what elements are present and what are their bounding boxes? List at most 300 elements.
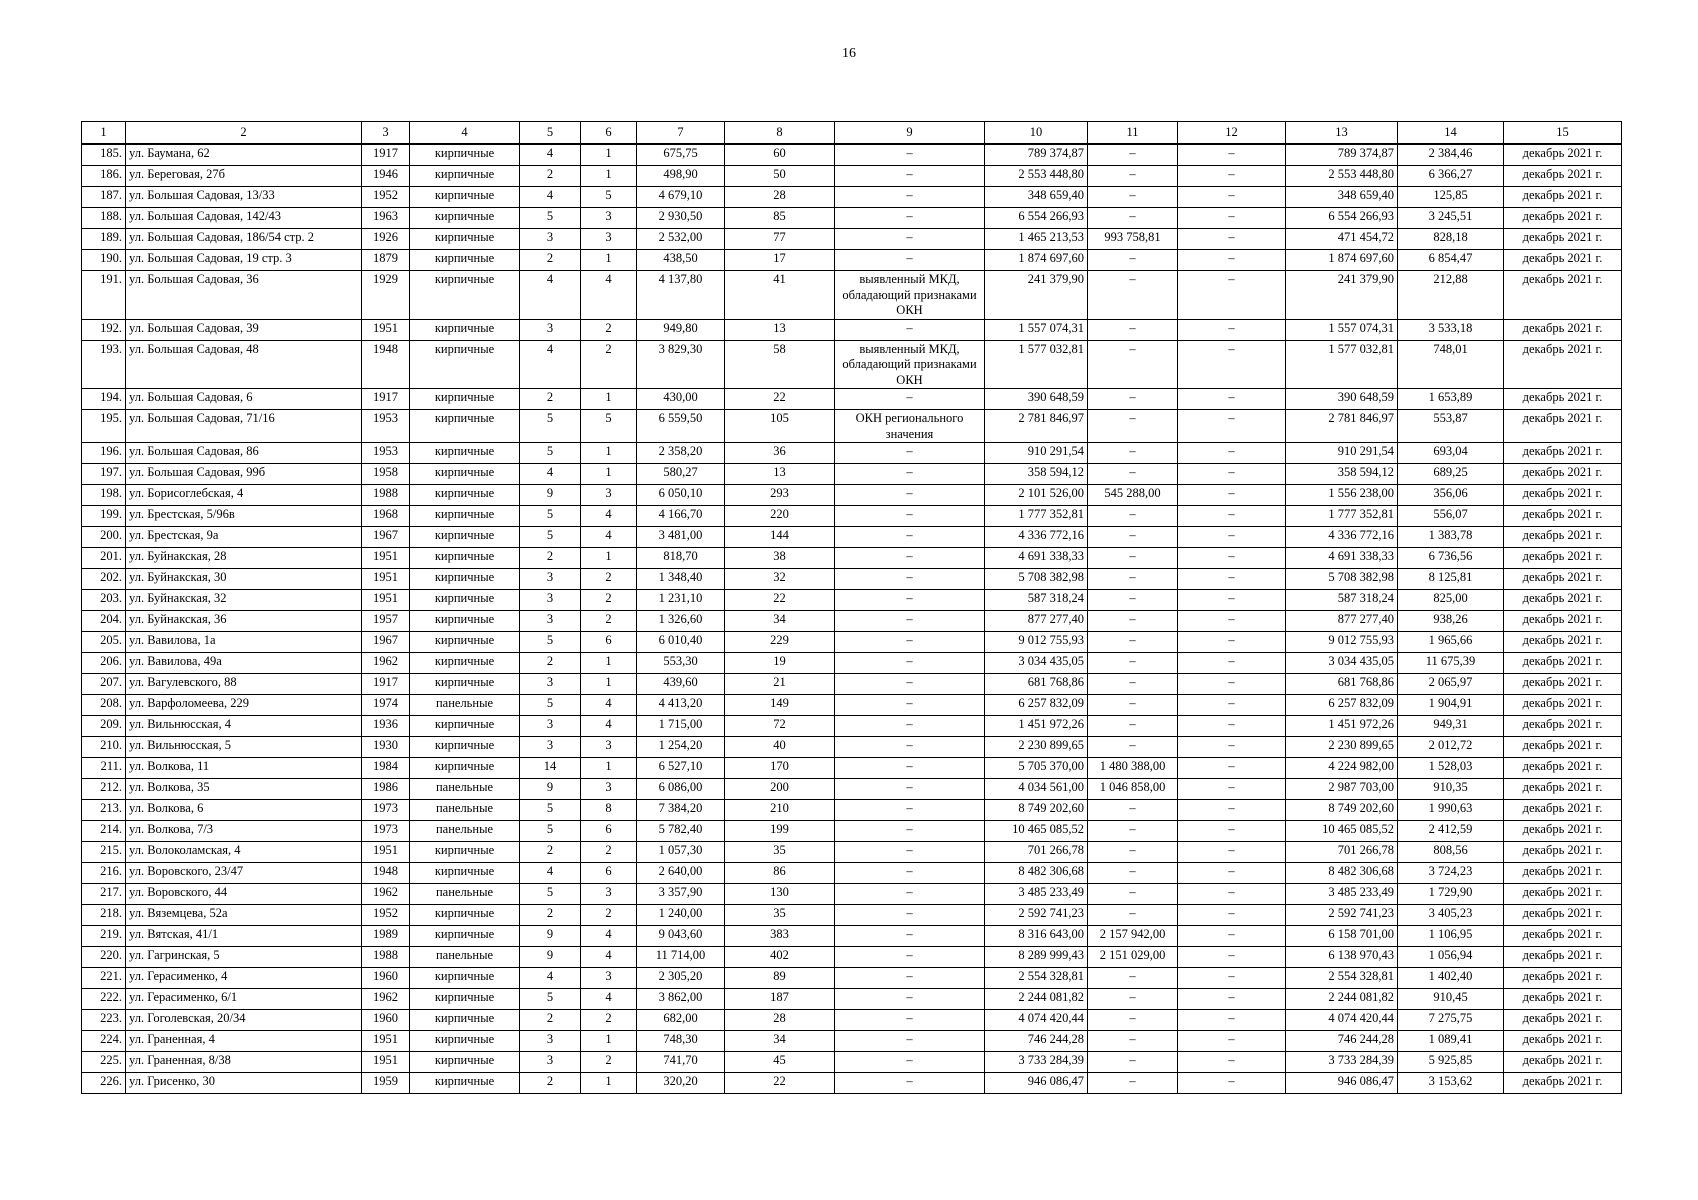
cell-floors: 4 — [520, 968, 581, 989]
cell-row-number: 221. — [82, 968, 126, 989]
cell-wall-material: кирпичные — [410, 250, 520, 271]
cell-total-cost: 2 592 741,23 — [985, 905, 1088, 926]
cell-floors: 9 — [520, 485, 581, 506]
cell-floors: 3 — [520, 716, 581, 737]
cell-deadline: декабрь 2021 г. — [1504, 737, 1622, 758]
cell-row-number: 222. — [82, 989, 126, 1010]
cell-entrances: 3 — [581, 229, 637, 250]
cell-row-number: 210. — [82, 737, 126, 758]
cell-cost-per-sqm: 748,01 — [1398, 340, 1504, 389]
cell-floors: 5 — [520, 695, 581, 716]
table-row — [82, 506, 1622, 527]
cell-total-area: 4 413,20 — [637, 695, 725, 716]
cell-heritage-status: – — [835, 590, 985, 611]
cell-address: ул. Герасименко, 6/1 — [126, 989, 362, 1010]
cell-residents: 22 — [725, 590, 835, 611]
cell-deadline: декабрь 2021 г. — [1504, 250, 1622, 271]
cell-total-cost: 2 230 899,65 — [985, 737, 1088, 758]
cell-fund-cost: – — [1088, 548, 1178, 569]
table-row — [82, 250, 1622, 271]
cell-other-cost: – — [1178, 737, 1286, 758]
column-header-8: 8 — [725, 122, 835, 145]
cell-address: ул. Вяземцева, 52а — [126, 905, 362, 926]
cell-year-built: 1986 — [362, 779, 410, 800]
table-row — [82, 340, 1622, 389]
cell-address: ул. Гоголевская, 20/34 — [126, 1010, 362, 1031]
cell-wall-material: кирпичные — [410, 863, 520, 884]
cell-other-cost: – — [1178, 800, 1286, 821]
cell-floors: 5 — [520, 208, 581, 229]
cell-fund-cost: – — [1088, 821, 1178, 842]
cell-heritage-status: – — [835, 926, 985, 947]
cell-residents: 89 — [725, 968, 835, 989]
cell-floors: 2 — [520, 1010, 581, 1031]
cell-year-built: 1988 — [362, 947, 410, 968]
cell-fund-cost: – — [1088, 842, 1178, 863]
cell-address: ул. Граненная, 4 — [126, 1031, 362, 1052]
table-row — [82, 695, 1622, 716]
cell-year-built: 1930 — [362, 737, 410, 758]
cell-residents: 187 — [725, 989, 835, 1010]
cell-deadline: декабрь 2021 г. — [1504, 1052, 1622, 1073]
table-row — [82, 884, 1622, 905]
cell-deadline: декабрь 2021 г. — [1504, 926, 1622, 947]
cell-heritage-status: – — [835, 716, 985, 737]
table-row — [82, 611, 1622, 632]
cell-total-area: 748,30 — [637, 1031, 725, 1052]
cell-owner-cost: 4 224 982,00 — [1286, 758, 1398, 779]
cell-row-number: 219. — [82, 926, 126, 947]
cell-address: ул. Гагринская, 5 — [126, 947, 362, 968]
cell-row-number: 218. — [82, 905, 126, 926]
table-row — [82, 758, 1622, 779]
cell-residents: 22 — [725, 1073, 835, 1094]
cell-year-built: 1936 — [362, 716, 410, 737]
cell-deadline: декабрь 2021 г. — [1504, 443, 1622, 464]
cell-entrances: 4 — [581, 695, 637, 716]
cell-fund-cost: – — [1088, 271, 1178, 320]
cell-heritage-status: – — [835, 800, 985, 821]
cell-address: ул. Большая Садовая, 13/33 — [126, 187, 362, 208]
cell-total-cost: 8 289 999,43 — [985, 947, 1088, 968]
cell-cost-per-sqm: 2 412,59 — [1398, 821, 1504, 842]
cell-total-cost: 2 101 526,00 — [985, 485, 1088, 506]
cell-residents: 58 — [725, 340, 835, 389]
cell-deadline: декабрь 2021 г. — [1504, 968, 1622, 989]
cell-fund-cost: – — [1088, 464, 1178, 485]
table-header — [82, 122, 1622, 145]
cell-year-built: 1951 — [362, 1052, 410, 1073]
cell-heritage-status: выявленный МКД, обладающий признаками ОКН — [835, 271, 985, 320]
table-row — [82, 968, 1622, 989]
cell-wall-material: кирпичные — [410, 527, 520, 548]
cell-address: ул. Береговая, 27б — [126, 166, 362, 187]
cell-fund-cost: – — [1088, 1031, 1178, 1052]
cell-other-cost: – — [1178, 506, 1286, 527]
cell-cost-per-sqm: 5 925,85 — [1398, 1052, 1504, 1073]
cell-deadline: декабрь 2021 г. — [1504, 674, 1622, 695]
cell-year-built: 1968 — [362, 506, 410, 527]
cell-other-cost: – — [1178, 905, 1286, 926]
cell-address: ул. Большая Садовая, 6 — [126, 389, 362, 410]
cell-deadline: декабрь 2021 г. — [1504, 144, 1622, 166]
cell-heritage-status: – — [835, 632, 985, 653]
cell-fund-cost: – — [1088, 250, 1178, 271]
cell-owner-cost: 358 594,12 — [1286, 464, 1398, 485]
header-row — [82, 122, 1622, 145]
cell-cost-per-sqm: 8 125,81 — [1398, 569, 1504, 590]
cell-owner-cost: 6 138 970,43 — [1286, 947, 1398, 968]
cell-owner-cost: 4 691 338,33 — [1286, 548, 1398, 569]
cell-total-area: 1 240,00 — [637, 905, 725, 926]
table-row — [82, 1031, 1622, 1052]
cell-total-area: 3 829,30 — [637, 340, 725, 389]
cell-heritage-status: – — [835, 144, 985, 166]
cell-total-area: 498,90 — [637, 166, 725, 187]
cell-owner-cost: 2 244 081,82 — [1286, 989, 1398, 1010]
cell-wall-material: кирпичные — [410, 632, 520, 653]
cell-total-area: 4 166,70 — [637, 506, 725, 527]
cell-total-cost: 241 379,90 — [985, 271, 1088, 320]
column-header-1: 1 — [82, 122, 126, 145]
cell-year-built: 1929 — [362, 271, 410, 320]
cell-total-cost: 1 577 032,81 — [985, 340, 1088, 389]
cell-year-built: 1948 — [362, 340, 410, 389]
cell-total-area: 3 481,00 — [637, 527, 725, 548]
cell-address: ул. Вагулевского, 88 — [126, 674, 362, 695]
cell-residents: 130 — [725, 884, 835, 905]
cell-total-area: 7 384,20 — [637, 800, 725, 821]
cell-row-number: 189. — [82, 229, 126, 250]
cell-entrances: 8 — [581, 800, 637, 821]
cell-fund-cost: 993 758,81 — [1088, 229, 1178, 250]
cell-total-area: 553,30 — [637, 653, 725, 674]
cell-total-cost: 3 034 435,05 — [985, 653, 1088, 674]
cell-row-number: 191. — [82, 271, 126, 320]
cell-wall-material: кирпичные — [410, 144, 520, 166]
cell-other-cost: – — [1178, 250, 1286, 271]
cell-deadline: декабрь 2021 г. — [1504, 800, 1622, 821]
cell-other-cost: – — [1178, 1031, 1286, 1052]
cell-year-built: 1984 — [362, 758, 410, 779]
cell-residents: 229 — [725, 632, 835, 653]
cell-other-cost: – — [1178, 410, 1286, 443]
cell-owner-cost: 1 451 972,26 — [1286, 716, 1398, 737]
cell-entrances: 2 — [581, 1052, 637, 1073]
column-header-7: 7 — [637, 122, 725, 145]
cell-heritage-status: – — [835, 674, 985, 695]
cell-fund-cost: – — [1088, 884, 1178, 905]
table-row — [82, 464, 1622, 485]
cell-other-cost: – — [1178, 1073, 1286, 1094]
cell-address: ул. Волкова, 6 — [126, 800, 362, 821]
cell-wall-material: кирпичные — [410, 905, 520, 926]
cell-residents: 77 — [725, 229, 835, 250]
cell-residents: 41 — [725, 271, 835, 320]
table-row — [82, 485, 1622, 506]
cell-row-number: 201. — [82, 548, 126, 569]
cell-floors: 5 — [520, 800, 581, 821]
cell-wall-material: кирпичные — [410, 340, 520, 389]
cell-floors: 3 — [520, 611, 581, 632]
cell-cost-per-sqm: 3 405,23 — [1398, 905, 1504, 926]
column-header-15: 15 — [1504, 122, 1622, 145]
cell-fund-cost: – — [1088, 905, 1178, 926]
cell-residents: 28 — [725, 187, 835, 208]
cell-wall-material: кирпичные — [410, 968, 520, 989]
cell-owner-cost: 1 557 074,31 — [1286, 319, 1398, 340]
cell-total-cost: 10 465 085,52 — [985, 821, 1088, 842]
cell-address: ул. Волоколамская, 4 — [126, 842, 362, 863]
cell-deadline: декабрь 2021 г. — [1504, 527, 1622, 548]
cell-cost-per-sqm: 1 089,41 — [1398, 1031, 1504, 1052]
cell-total-area: 439,60 — [637, 674, 725, 695]
cell-heritage-status: – — [835, 653, 985, 674]
cell-entrances: 3 — [581, 968, 637, 989]
cell-entrances: 5 — [581, 187, 637, 208]
cell-total-cost: 6 554 266,93 — [985, 208, 1088, 229]
cell-deadline: декабрь 2021 г. — [1504, 695, 1622, 716]
cell-year-built: 1951 — [362, 842, 410, 863]
cell-total-cost: 746 244,28 — [985, 1031, 1088, 1052]
cell-deadline: декабрь 2021 г. — [1504, 166, 1622, 187]
cell-total-cost: 2 781 846,97 — [985, 410, 1088, 443]
cell-entrances: 1 — [581, 1073, 637, 1094]
table-row — [82, 410, 1622, 443]
cell-floors: 4 — [520, 144, 581, 166]
cell-deadline: декабрь 2021 г. — [1504, 653, 1622, 674]
cell-total-area: 2 305,20 — [637, 968, 725, 989]
cell-owner-cost: 2 553 448,80 — [1286, 166, 1398, 187]
cell-entrances: 2 — [581, 319, 637, 340]
cell-wall-material: кирпичные — [410, 674, 520, 695]
cell-heritage-status: – — [835, 527, 985, 548]
cell-fund-cost: – — [1088, 208, 1178, 229]
cell-other-cost: – — [1178, 389, 1286, 410]
cell-wall-material: кирпичные — [410, 611, 520, 632]
cell-year-built: 1959 — [362, 1073, 410, 1094]
cell-residents: 402 — [725, 947, 835, 968]
cell-year-built: 1951 — [362, 1031, 410, 1052]
cell-other-cost: – — [1178, 590, 1286, 611]
cell-heritage-status: – — [835, 968, 985, 989]
cell-row-number: 188. — [82, 208, 126, 229]
cell-floors: 2 — [520, 389, 581, 410]
cell-address: ул. Вильнюсская, 5 — [126, 737, 362, 758]
cell-residents: 17 — [725, 250, 835, 271]
table-row — [82, 716, 1622, 737]
cell-other-cost: – — [1178, 527, 1286, 548]
cell-other-cost: – — [1178, 884, 1286, 905]
cell-total-area: 4 137,80 — [637, 271, 725, 320]
cell-entrances: 6 — [581, 863, 637, 884]
cell-wall-material: кирпичные — [410, 166, 520, 187]
cell-cost-per-sqm: 938,26 — [1398, 611, 1504, 632]
cell-row-number: 187. — [82, 187, 126, 208]
cell-year-built: 1953 — [362, 410, 410, 443]
cell-heritage-status: – — [835, 1052, 985, 1073]
column-header-14: 14 — [1398, 122, 1504, 145]
cell-residents: 199 — [725, 821, 835, 842]
cell-other-cost: – — [1178, 464, 1286, 485]
cell-floors: 5 — [520, 884, 581, 905]
cell-year-built: 1948 — [362, 863, 410, 884]
cell-other-cost: – — [1178, 947, 1286, 968]
cell-floors: 5 — [520, 527, 581, 548]
cell-other-cost: – — [1178, 443, 1286, 464]
cell-total-cost: 348 659,40 — [985, 187, 1088, 208]
cell-wall-material: кирпичные — [410, 464, 520, 485]
cell-heritage-status: – — [835, 863, 985, 884]
cell-row-number: 190. — [82, 250, 126, 271]
cell-other-cost: – — [1178, 716, 1286, 737]
cell-deadline: декабрь 2021 г. — [1504, 1031, 1622, 1052]
column-header-9: 9 — [835, 122, 985, 145]
cell-other-cost: – — [1178, 319, 1286, 340]
cell-total-cost: 877 277,40 — [985, 611, 1088, 632]
cell-wall-material: панельные — [410, 800, 520, 821]
cell-floors: 4 — [520, 340, 581, 389]
cell-year-built: 1926 — [362, 229, 410, 250]
cell-entrances: 3 — [581, 208, 637, 229]
cell-row-number: 186. — [82, 166, 126, 187]
cell-total-area: 4 679,10 — [637, 187, 725, 208]
cell-entrances: 4 — [581, 926, 637, 947]
table-row — [82, 569, 1622, 590]
cell-entrances: 2 — [581, 340, 637, 389]
cell-entrances: 1 — [581, 144, 637, 166]
cell-total-area: 438,50 — [637, 250, 725, 271]
cell-year-built: 1958 — [362, 464, 410, 485]
cell-total-cost: 4 074 420,44 — [985, 1010, 1088, 1031]
table-row — [82, 653, 1622, 674]
column-header-4: 4 — [410, 122, 520, 145]
cell-row-number: 195. — [82, 410, 126, 443]
table-row — [82, 779, 1622, 800]
cell-owner-cost: 3 034 435,05 — [1286, 653, 1398, 674]
cell-year-built: 1952 — [362, 187, 410, 208]
cell-deadline: декабрь 2021 г. — [1504, 611, 1622, 632]
cell-heritage-status: – — [835, 758, 985, 779]
cell-total-area: 741,70 — [637, 1052, 725, 1073]
cell-row-number: 199. — [82, 506, 126, 527]
cell-entrances: 1 — [581, 758, 637, 779]
cell-year-built: 1951 — [362, 590, 410, 611]
cell-wall-material: кирпичные — [410, 443, 520, 464]
cell-entrances: 1 — [581, 653, 637, 674]
cell-total-cost: 3 485 233,49 — [985, 884, 1088, 905]
cell-row-number: 194. — [82, 389, 126, 410]
cell-total-area: 6 527,10 — [637, 758, 725, 779]
table-row — [82, 590, 1622, 611]
cell-total-area: 9 043,60 — [637, 926, 725, 947]
cell-row-number: 200. — [82, 527, 126, 548]
cell-owner-cost: 2 592 741,23 — [1286, 905, 1398, 926]
cell-total-area: 682,00 — [637, 1010, 725, 1031]
table-row — [82, 1010, 1622, 1031]
cell-heritage-status: – — [835, 1010, 985, 1031]
cell-cost-per-sqm: 1 106,95 — [1398, 926, 1504, 947]
cell-owner-cost: 8 749 202,60 — [1286, 800, 1398, 821]
cell-address: ул. Грисенко, 30 — [126, 1073, 362, 1094]
cell-row-number: 198. — [82, 485, 126, 506]
cell-cost-per-sqm: 7 275,75 — [1398, 1010, 1504, 1031]
table-row — [82, 737, 1622, 758]
cell-residents: 34 — [725, 611, 835, 632]
cell-wall-material: панельные — [410, 695, 520, 716]
cell-address: ул. Волкова, 35 — [126, 779, 362, 800]
cell-wall-material: кирпичные — [410, 1031, 520, 1052]
cell-floors: 3 — [520, 569, 581, 590]
cell-cost-per-sqm: 910,35 — [1398, 779, 1504, 800]
cell-residents: 86 — [725, 863, 835, 884]
cell-residents: 60 — [725, 144, 835, 166]
cell-entrances: 1 — [581, 1031, 637, 1052]
cell-owner-cost: 1 777 352,81 — [1286, 506, 1398, 527]
cell-fund-cost: – — [1088, 590, 1178, 611]
cell-total-cost: 5 708 382,98 — [985, 569, 1088, 590]
column-header-13: 13 — [1286, 122, 1398, 145]
cell-floors: 2 — [520, 905, 581, 926]
cell-year-built: 1960 — [362, 968, 410, 989]
cell-deadline: декабрь 2021 г. — [1504, 779, 1622, 800]
cell-heritage-status: – — [835, 229, 985, 250]
cell-entrances: 1 — [581, 464, 637, 485]
cell-fund-cost: – — [1088, 800, 1178, 821]
cell-heritage-status: – — [835, 250, 985, 271]
cell-entrances: 2 — [581, 1010, 637, 1031]
cell-address: ул. Вятская, 41/1 — [126, 926, 362, 947]
cell-other-cost: – — [1178, 144, 1286, 166]
cell-residents: 13 — [725, 319, 835, 340]
cell-cost-per-sqm: 828,18 — [1398, 229, 1504, 250]
cell-cost-per-sqm: 1 383,78 — [1398, 527, 1504, 548]
cell-floors: 3 — [520, 1052, 581, 1073]
cell-fund-cost: – — [1088, 527, 1178, 548]
cell-wall-material: кирпичные — [410, 842, 520, 863]
table-row — [82, 989, 1622, 1010]
cell-total-area: 1 254,20 — [637, 737, 725, 758]
cell-floors: 4 — [520, 271, 581, 320]
cell-fund-cost: 2 157 942,00 — [1088, 926, 1178, 947]
cell-owner-cost: 877 277,40 — [1286, 611, 1398, 632]
cell-address: ул. Большая Садовая, 142/43 — [126, 208, 362, 229]
cell-row-number: 208. — [82, 695, 126, 716]
cell-heritage-status: – — [835, 485, 985, 506]
cell-total-cost: 358 594,12 — [985, 464, 1088, 485]
cell-other-cost: – — [1178, 569, 1286, 590]
cell-total-cost: 910 291,54 — [985, 443, 1088, 464]
cell-year-built: 1988 — [362, 485, 410, 506]
cell-residents: 35 — [725, 905, 835, 926]
cell-address: ул. Большая Садовая, 19 стр. 3 — [126, 250, 362, 271]
cell-cost-per-sqm: 1 990,63 — [1398, 800, 1504, 821]
cell-year-built: 1974 — [362, 695, 410, 716]
cell-wall-material: кирпичные — [410, 1073, 520, 1094]
cell-entrances: 3 — [581, 779, 637, 800]
cell-owner-cost: 390 648,59 — [1286, 389, 1398, 410]
cell-address: ул. Борисоглебская, 4 — [126, 485, 362, 506]
cell-owner-cost: 8 482 306,68 — [1286, 863, 1398, 884]
cell-cost-per-sqm: 3 533,18 — [1398, 319, 1504, 340]
table-row — [82, 1052, 1622, 1073]
cell-row-number: 224. — [82, 1031, 126, 1052]
cell-row-number: 202. — [82, 569, 126, 590]
cell-address: ул. Вильнюсская, 4 — [126, 716, 362, 737]
cell-cost-per-sqm: 1 402,40 — [1398, 968, 1504, 989]
cell-total-area: 6 050,10 — [637, 485, 725, 506]
cell-other-cost: – — [1178, 611, 1286, 632]
